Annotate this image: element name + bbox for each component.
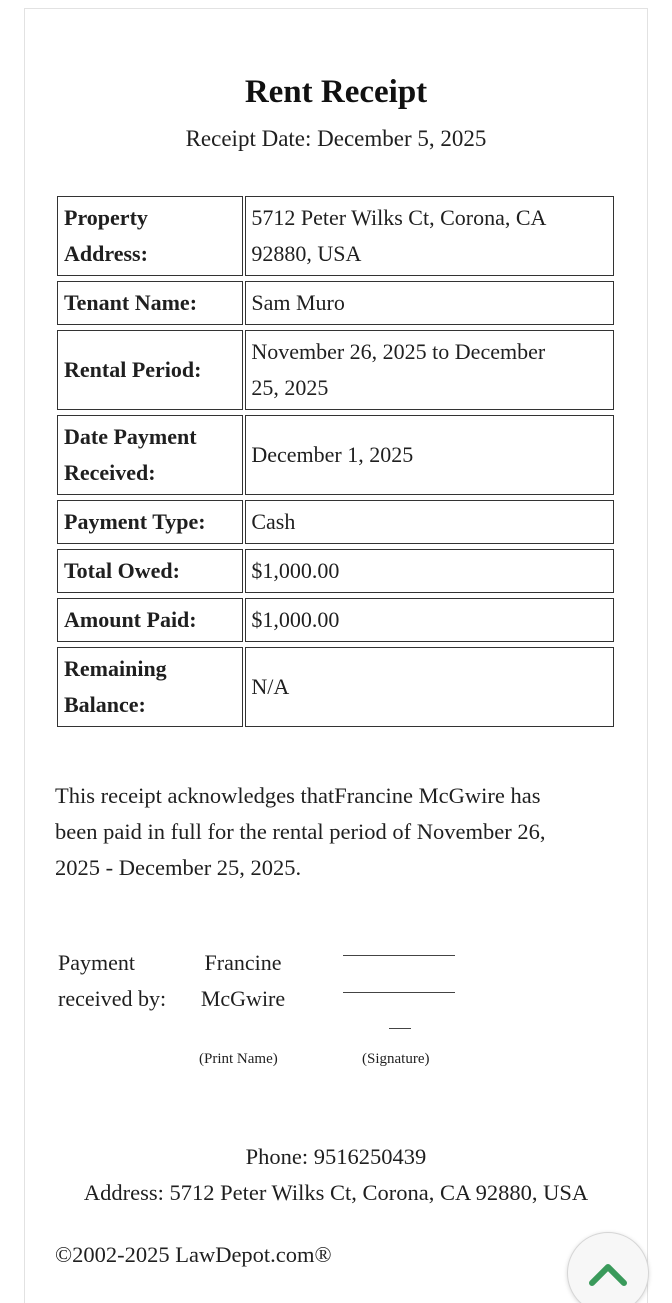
row-label: Tenant Name:	[57, 281, 243, 325]
print-name-caption: (Print Name)	[199, 1051, 278, 1067]
table-row	[57, 281, 614, 325]
table-row	[57, 330, 614, 410]
signature-lines	[343, 955, 455, 1029]
table-row	[57, 647, 614, 727]
page-title: Rent Receipt	[244, 74, 428, 110]
row-value: $1,000.00	[245, 549, 614, 593]
row-value: November 26, 2025 to December 25, 2025	[245, 330, 614, 410]
row-label: Property Address:	[57, 196, 243, 276]
row-label: Total Owed:	[57, 549, 243, 593]
signature-line	[343, 955, 455, 992]
row-value: Cash	[245, 500, 614, 544]
row-value: December 1, 2025	[245, 415, 614, 495]
row-label: Payment Type:	[57, 500, 243, 544]
footer-phone: Phone: 9516250439	[245, 1144, 427, 1169]
chevron-up-icon	[588, 1255, 628, 1291]
table-row	[57, 415, 614, 495]
row-label: Date Payment Received:	[57, 415, 243, 495]
signature-line	[343, 992, 455, 1029]
row-label: Rental Period:	[57, 330, 243, 410]
copyright-text: ©2002-2025 LawDepot.com®	[55, 1242, 332, 1267]
row-value: $1,000.00	[245, 598, 614, 642]
row-label: Remaining Balance:	[57, 647, 243, 727]
footer-address: Address: 5712 Peter Wilks Ct, Corona, CA 92880, USA	[83, 1180, 589, 1205]
signature-caption: (Signature)	[362, 1051, 430, 1067]
payment-received-label: Payment received by:	[58, 950, 167, 1011]
payee-name: Francine McGwire	[200, 950, 286, 1011]
row-value: Sam Muro	[245, 281, 614, 325]
row-label: Amount Paid:	[57, 598, 243, 642]
table-row	[57, 598, 614, 642]
signature-line	[389, 1028, 411, 1029]
acknowledgement-text: This receipt acknowledges thatFrancine McGwire has been paid in full for the rental period of November 26, 2025 - December 25, 2025.	[55, 783, 546, 880]
table-row	[57, 549, 614, 593]
row-value: 5712 Peter Wilks Ct, Corona, CA 92880, USA	[245, 196, 614, 276]
receipt-date: Receipt Date: December 5, 2025	[185, 126, 487, 151]
receipt-details-table	[57, 191, 614, 732]
table-row	[57, 500, 614, 544]
table-row	[57, 196, 614, 276]
row-value: N/A	[245, 647, 614, 727]
